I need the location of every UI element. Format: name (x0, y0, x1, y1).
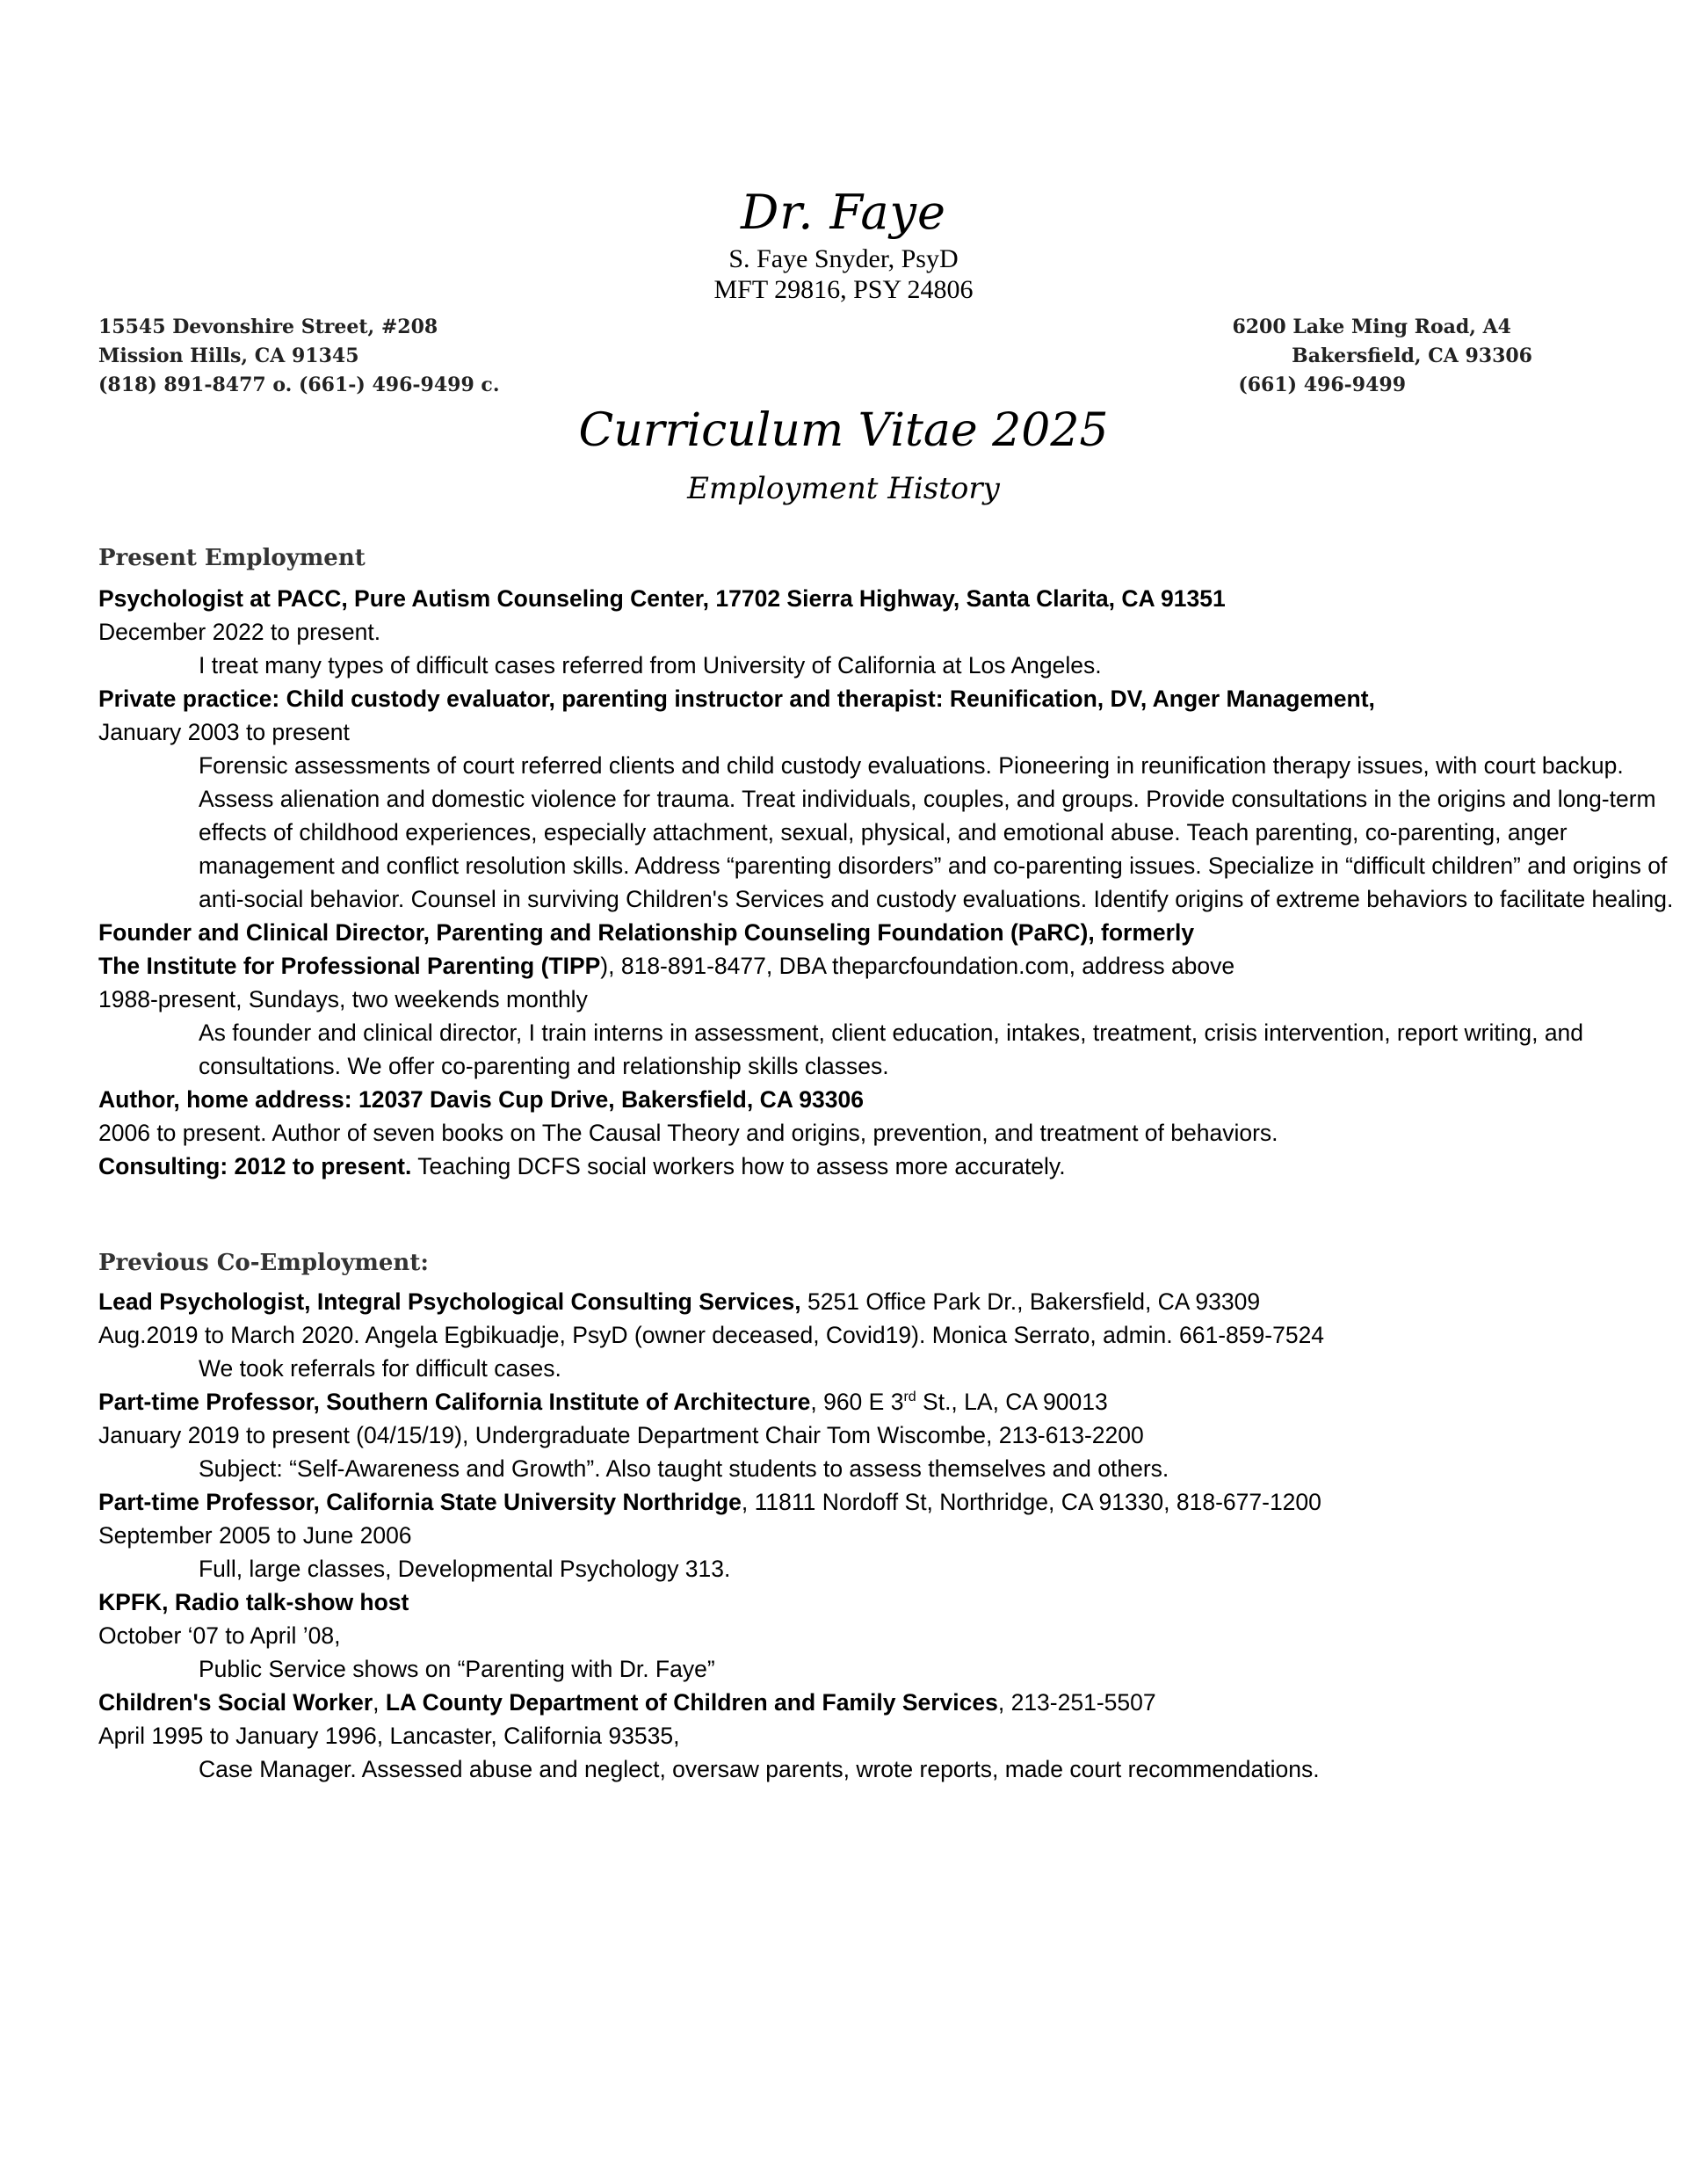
sciarc-title: Part-time Professor, Southern California Institute of Architecture, 960 E 3rd St., LA, CA 90013 (98, 1389, 1108, 1415)
left-address-phone: (818) 891-8477 o. (661-) 496-9499 c. (98, 374, 500, 396)
dcfs-dates: April 1995 to January 1996, Lancaster, California 93535, (98, 1723, 680, 1749)
brand-signature: Dr. Faye (741, 185, 946, 240)
right-address-phone: (661) 496-9499 (1238, 374, 1406, 396)
previous-employment-section (98, 1285, 1592, 1786)
pacc-description: I treat many types of difficult cases referred from University of California at Los Angeles. (199, 652, 1102, 678)
lead-psychologist-dates: Aug.2019 to March 2020. Angela Egbikuadje, PsyD (owner deceased, Covid19). Monica Serrato, admin. 661-859-7524 (98, 1322, 1325, 1348)
right-address-block (1232, 313, 1532, 400)
founder-dates: 1988-present, Sundays, two weekends monthly (98, 986, 588, 1012)
csun-dates: September 2005 to June 2006 (98, 1522, 412, 1549)
csun-description: Full, large classes, Developmental Psychology 313. (199, 1556, 731, 1582)
left-address-block (98, 313, 499, 400)
sciarc-dates: January 2019 to present (04/15/19), Undergraduate Department Chair Tom Wiscombe, 213-613-2200 (98, 1422, 1144, 1448)
kpfk-description: Public Service shows on “Parenting with Dr. Faye” (199, 1656, 715, 1682)
present-employment-section (98, 582, 1674, 1183)
pacc-dates: December 2022 to present. (98, 619, 381, 645)
right-address-street: 6200 Lake Ming Road, A4 (1232, 316, 1511, 338)
founder-description: As founder and clinical director, I train interns in assessment, client education, intakes, treatment, crisis intervention, report writing, and consultations. We offer co-parenting and relationship skills classes. (199, 1019, 1584, 1079)
tipp-line: The Institute for Professional Parenting (TIPP), 818-891-8477, DBA theparcfoundation.com, address above (98, 953, 1235, 979)
lead-psychologist-description: We took referrals for difficult cases. (199, 1355, 561, 1382)
full-name: S. Faye Snyder, PsyD (728, 244, 959, 273)
author-title: Author, home address: 12037 Davis Cup Drive, Bakersfield, CA 93306 (98, 1086, 864, 1113)
founder-title: Founder and Clinical Director, Parenting and Relationship Counseling Foundation (PaRC), formerly (98, 919, 1195, 946)
cv-subtitle: Employment History (687, 471, 1000, 506)
left-address-city: Mission Hills, CA 91345 (98, 345, 359, 367)
author-description: 2006 to present. Author of seven books on The Causal Theory and origins, prevention, and treatment of behaviors. (98, 1120, 1278, 1146)
private-practice-dates: January 2003 to present (98, 719, 350, 745)
cv-title: Curriculum Vitae 2025 (578, 404, 1109, 457)
private-practice-title: Private practice: Child custody evaluator, parenting instructor and therapist: Reunification, DV, Anger Management, (98, 686, 1375, 712)
present-employment-heading: Present Employment (98, 545, 366, 571)
csun-title: Part-time Professor, California State University Northridge, 11811 Nordoff St, Northridge, CA 91330, 818-677-1200 (98, 1489, 1321, 1515)
previous-employment-heading: Previous Co-Employment: (98, 1250, 429, 1276)
sciarc-description: Subject: “Self-Awareness and Growth”. Also taught students to assess themselves and others. (199, 1455, 1169, 1482)
left-address-street: 15545 Devonshire Street, #208 (98, 316, 438, 338)
pacc-title: Psychologist at PACC, Pure Autism Counseling Center, 17702 Sierra Highway, Santa Clarita, CA 91351 (98, 585, 1226, 612)
lead-psychologist-title: Lead Psychologist, Integral Psychological Consulting Services, 5251 Office Park Dr., Bakersfield, CA 93309 (98, 1288, 1261, 1315)
kpfk-title: KPFK, Radio talk-show host (98, 1589, 409, 1615)
right-address-city: Bakersfield, CA 93306 (1292, 345, 1532, 367)
kpfk-dates: October ‘07 to April ’08, (98, 1622, 341, 1649)
consulting-line: Consulting: 2012 to present. Teaching DCFS social workers how to assess more accurately. (98, 1153, 1066, 1179)
license-numbers: MFT 29816, PSY 24806 (713, 275, 974, 304)
dcfs-title: Children's Social Worker, LA County Department of Children and Family Services, 213-251-5507 (98, 1689, 1156, 1716)
dcfs-description: Case Manager. Assessed abuse and neglect, oversaw parents, wrote reports, made court recommendations. (199, 1756, 1320, 1782)
private-practice-description: Forensic assessments of court referred clients and child custody evaluations. Pioneering in reunification therapy issues, with court backup. Assess alienation and domestic violence for trauma. Treat individuals, couples, and groups. Provide consultations in the origins and long-term effects of childhood experiences, especially attachment, sexual, physical, and emotional abuse. Teach parenting, co-parenting, anger management and conflict resolution skills. Address “parenting disorders” and co-parenting issues. Specialize in “difficult children” and origins of anti-social behavior. Counsel in surviving Children's Services and custody evaluations. Identify origins of extreme behaviors to facilitate healing. (199, 752, 1674, 912)
